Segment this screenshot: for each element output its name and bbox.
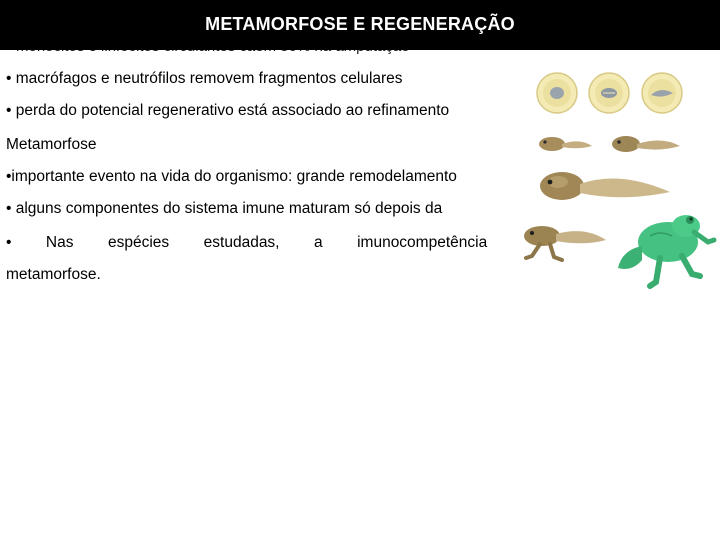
tadpole-icon [539, 137, 592, 151]
bullet-line-evento: •importante evento na vida do organismo: grande remodelamento [6, 168, 457, 185]
frog-metamorphosis-icon [510, 60, 720, 290]
tadpole-large-icon [540, 172, 670, 200]
line-metamorfose-end: metamorfose. [6, 266, 101, 283]
egg-icon [537, 73, 577, 113]
word: estudadas, [203, 234, 280, 251]
egg-icon [642, 73, 682, 113]
word: Nas [45, 234, 74, 251]
title-bar [0, 0, 720, 50]
word: imunocompetência [357, 234, 488, 251]
heading-metamorfose: Metamorfose [6, 136, 97, 153]
tadpole-with-legs-icon [524, 226, 606, 260]
bullet-line-sistema-imune: • alguns componentes do sistema imune maturam só depois da [6, 200, 443, 217]
frog-icon [618, 215, 714, 286]
word: a [313, 234, 323, 251]
bullet-line-macrofagos: • macrófagos e neutrófilos removem fragmentos celulares [6, 70, 403, 87]
egg-icon [589, 73, 629, 113]
bullet-line-perda-potencial: • perda do potencial regenerativo está associado ao refinamento [6, 102, 450, 119]
tadpole-icon [612, 136, 680, 152]
word: espécies [107, 234, 170, 251]
word: • [6, 234, 12, 251]
frog-metamorphosis-figure [510, 60, 720, 290]
page-title: METAMORFOSE E REGENERAÇÃO [205, 14, 515, 34]
